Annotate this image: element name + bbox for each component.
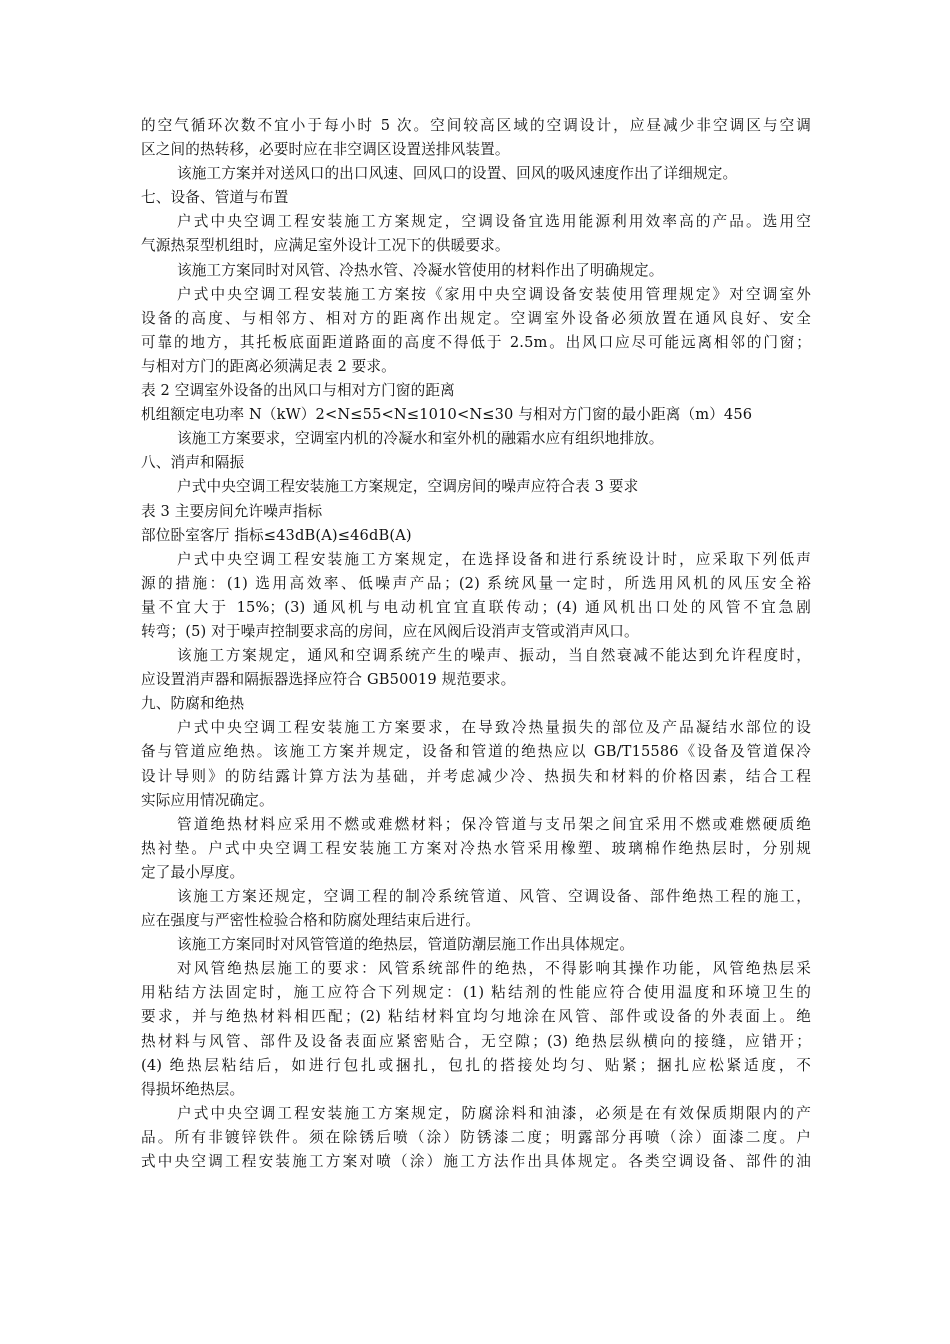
text-line: 与相对方门的距离必须满足表 2 要求。 [141, 357, 396, 375]
text-line: 表 2 空调室外设备的出风口与相对方门窗的距离 [141, 382, 455, 400]
text-line: 定了最小厚度。 [141, 863, 245, 881]
text-line: 机组额定电功率 N（kW）2<N≤55<N≤1010<N≤30 与相对方门窗的最小距离（m）456 [141, 406, 753, 424]
text-line: 应设置消声器和隔振器选择应符合 GB50019 规范要求。 [141, 671, 516, 689]
text-line: 要求，并与绝热材料相匹配；(2) 粘结材料宜均匀地涂在风管、部件或设备的外表面上。绝 [141, 1008, 811, 1026]
text-line: 源的措施：(1) 选用高效率、低噪声产品；(2) 系统风量一定时，所选用风机的风压安全裕 [141, 574, 811, 592]
text-line: 管道绝热材料应采用不燃或难燃材料；保冷管道与支吊架之间宜采用不燃或难燃硬质绝 [177, 815, 811, 833]
text-line: 品。所有非镀锌铁件。须在除锈后喷（涂）防锈漆二度；明露部分再喷（涂）面漆二度。户 [141, 1128, 811, 1146]
text-line: 可靠的地方，其托板底面距道路面的高度不得低于 2.5m。出风口应尽可能远离相邻的门窗； [141, 333, 811, 351]
document-page [141, 114, 811, 1174]
text-line: 设备的高度、与相邻方、相对方的距离作出规定。空调室外设备必须放置在通风良好、安全 [141, 309, 811, 327]
text-line: 的空气循环次数不宜小于每小时 5 次。空间较高区域的空调设计，应昼减少非空调区与空调 [141, 117, 811, 134]
text-line: 部位卧室客厅 指标≤43dB(A)≤46dB(A) [141, 526, 412, 544]
text-line: 得损坏绝热层。 [141, 1080, 245, 1098]
text-line: 户式中央空调工程安装施工方案规定，空调设备宜选用能源利用效率高的产品。选用空 [177, 213, 811, 231]
text-line: 量不宜大于 15%；(3) 通风机与电动机宜宜直联传动；(4) 通风机出口处的风管不宜急剧 [141, 598, 811, 616]
text-line: (4) 绝热层粘结后，如进行包扎或捆扎，包扎的搭接处均匀、贴紧；捆扎应松紧适度，不 [141, 1056, 811, 1074]
text-line: 设计导则》的防结露计算方法为基础，并考虑减少冷、热损失和材料的价格因素，结合工程 [141, 767, 811, 785]
text-line: 对风管绝热层施工的要求：风管系统部件的绝热，不得影响其操作功能，风管绝热层采 [177, 960, 811, 978]
text-line: 九、防腐和绝热 [141, 695, 245, 713]
text-line: 备与管道应绝热。该施工方案并规定，设备和管道的绝热应以 GB/T15586《设备及管道保冷 [141, 743, 811, 761]
text-line: 转弯；(5) 对于噪声控制要求高的房间，应在风阀后设消声支管或消声风口。 [141, 622, 639, 640]
text-line: 热衬垫。户式中央空调工程安装施工方案对冷热水管采用橡塑、玻璃棉作绝热层时，分别规 [141, 839, 811, 857]
text-line: 该施工方案规定，通风和空调系统产生的噪声、振动，当自然衰减不能达到允许程度时， [177, 647, 811, 665]
text-line: 气源热泵型机组时，应满足室外设计工况下的供暖要求。 [141, 237, 510, 255]
text-line: 户式中央空调工程安装施工方案规定，防腐涂料和油漆，必须是在有效保质期限内的产 [177, 1104, 811, 1122]
text-line: 应在强度与严密性检验合格和防腐处理结束后进行。 [141, 912, 481, 930]
text-line: 表 3 主要房间允许噪声指标 [141, 502, 323, 520]
text-line: 户式中央空调工程安装施工方案规定，在选择设备和进行系统设计时，应采取下列低声 [177, 550, 811, 568]
text-line: 该施工方案还规定，空调工程的制冷系统管道、风管、空调设备、部件绝热工程的施工， [177, 888, 811, 905]
text-line: 户式中央空调工程安装施工方案要求，在导致冷热量损失的部位及产品凝结水部位的设 [177, 719, 811, 737]
text-line: 该施工方案同时对风管、冷热水管、冷凝水管使用的材料作出了明确规定。 [177, 261, 664, 279]
text-line: 户式中央空调工程安装施工方案规定，空调房间的噪声应符合表 3 要求 [177, 478, 639, 496]
text-line: 该施工方案同时对风管管道的绝热层，管道防潮层施工作出具体规定。 [177, 936, 635, 954]
text-line: 户式中央空调工程安装施工方案按《家用中央空调设备安装使用管理规定》对空调室外 [177, 285, 811, 303]
text-line: 用粘结方法固定时，施工应符合下列规定：(1) 粘结剂的性能应符合使用温度和环境卫生的 [141, 984, 811, 1002]
text-line: 该施工方案要求，空调室内机的冷凝水和室外机的融霜水应有组织地排放。 [177, 430, 664, 448]
text-line: 区之间的热转移，必要时应在非空调区设置送排风装置。 [141, 141, 510, 159]
text-line: 热材料与风管、部件及设备表面应紧密贴合，无空隙；(3) 绝热层纵横向的接缝，应错开； [141, 1032, 811, 1050]
text-line: 实际应用情况确定。 [141, 791, 274, 809]
text-line: 该施工方案并对送风口的出口风速、回风口的设置、回风的吸风速度作出了详细规定。 [177, 165, 738, 183]
text-line: 八、消声和隔振 [141, 454, 245, 472]
text-line: 式中央空调工程安装施工方案对喷（涂）施工方法作出具体规定。各类空调设备、部件的油 [141, 1153, 811, 1171]
text-line: 七、设备、管道与布置 [141, 189, 289, 207]
